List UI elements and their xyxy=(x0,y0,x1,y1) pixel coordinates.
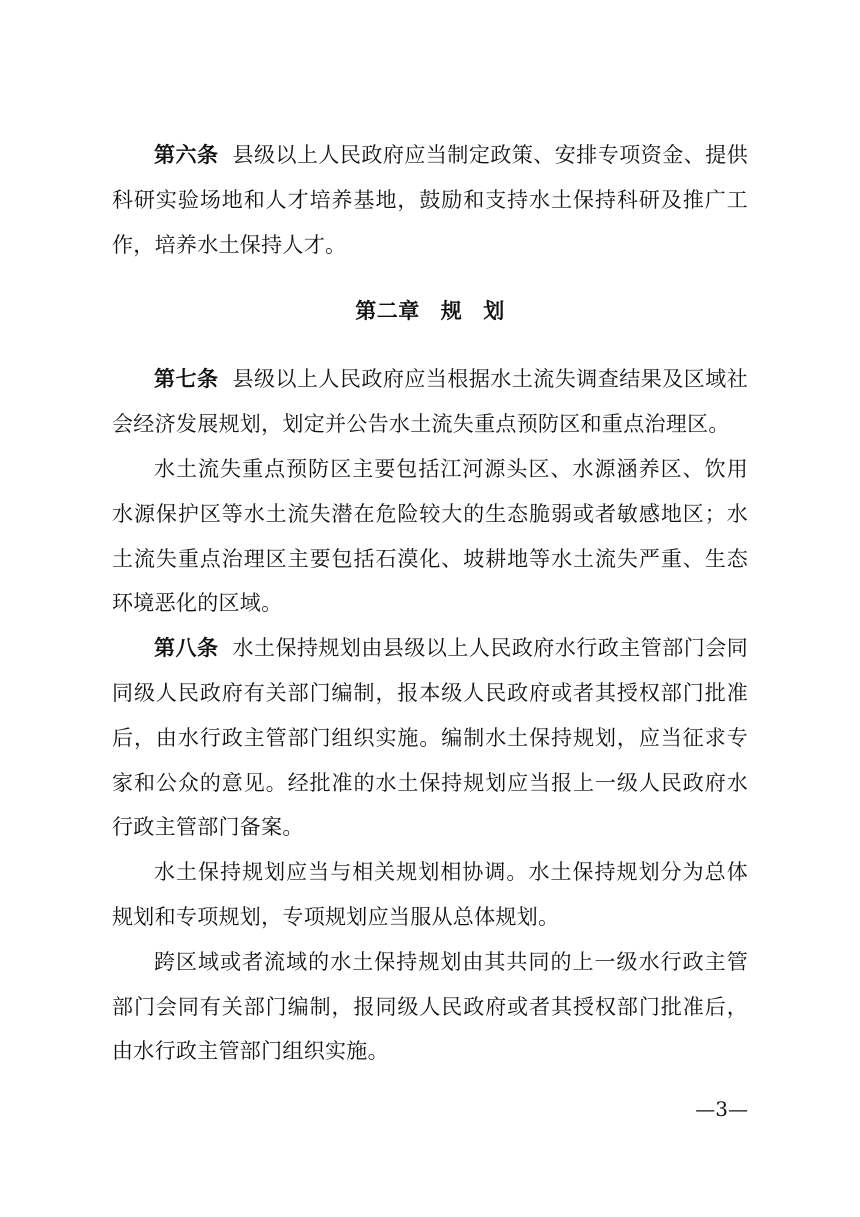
document-body xyxy=(112,133,748,1074)
chapter-title-char-1: 规 xyxy=(440,299,463,324)
article-6-text: 县级以上人民政府应当制定政策、安排专项资金、提供科研实验场地和人才培养基地，鼓励和支持水土保持科研及推广工作，培养水土保持人才。 xyxy=(112,143,748,257)
page-number: —3— xyxy=(695,1097,748,1121)
article-8-paragraph-2: 水土保持规划应当与相关规划相协调。水土保持规划分为总体规划和专项规划，专项规划应当服从总体规划。 xyxy=(112,860,748,929)
article-6-number: 第六条 xyxy=(154,143,219,167)
article-8 xyxy=(112,626,748,850)
chapter-number: 第二章 xyxy=(355,299,420,324)
article-8-number: 第八条 xyxy=(154,636,219,661)
article-8-text: 水土保持规划由县级以上人民政府水行政主管部门会同同级人民政府有关部门编制，报本级人民政府或者其授权部门批准后，由水行政主管部门组织实施。编制水土保持规划，应当征求专家和公众的意见。经批准的水土保持规划应当报上一级人民政府水行政主管部门备案。 xyxy=(112,636,748,840)
chapter-heading xyxy=(112,289,748,333)
article-7-paragraph-2: 水土流失重点预防区主要包括江河源头区、水源涵养区、饮用水源保护区等水土流失潜在危险较大的生态脆弱或者敏感地区；水土流失重点治理区主要包括石漠化、坡耕地等水土流失严重、生态环境恶化的区域。 xyxy=(112,456,748,616)
chapter-title-char-2: 划 xyxy=(483,299,505,324)
article-7 xyxy=(112,357,748,447)
article-8-paragraph-3: 跨区域或者流域的水土保持规划由其共同的上一级水行政主管部门会同有关部门编制，报同级人民政府或者其授权部门批准后，由水行政主管部门组织实施。 xyxy=(112,949,748,1064)
article-7-text: 县级以上人民政府应当根据水土流失调查结果及区域社会经济发展规划，划定并公告水土流失重点预防区和重点治理区。 xyxy=(112,367,748,437)
article-7-number: 第七条 xyxy=(154,367,219,392)
article-6 xyxy=(112,133,748,267)
